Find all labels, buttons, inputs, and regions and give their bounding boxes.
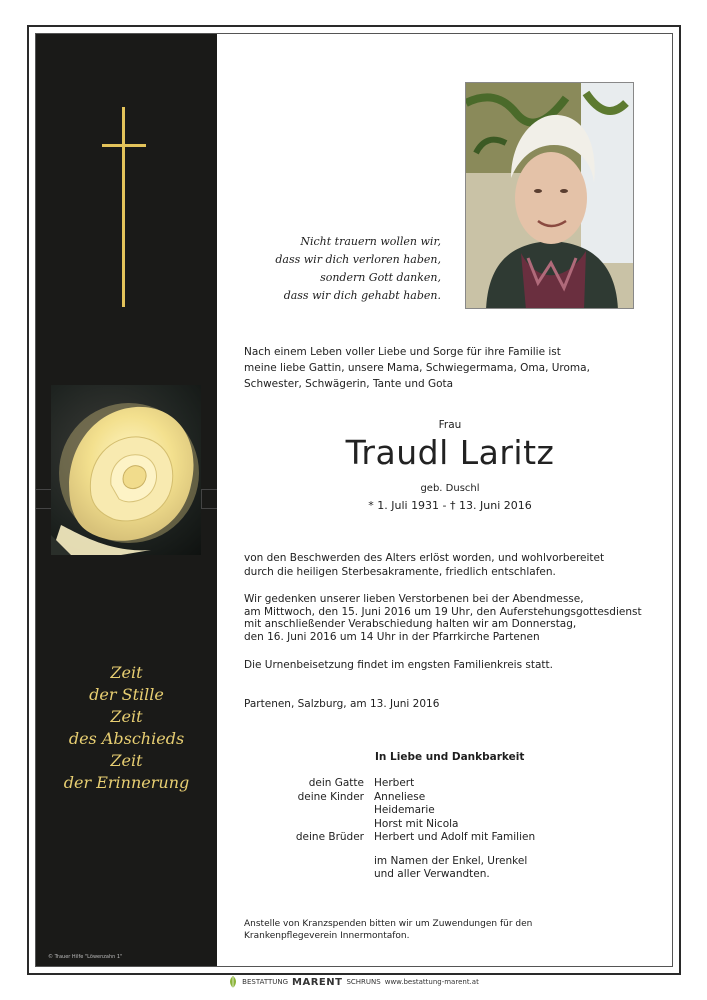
brand-town: SCHRUNS xyxy=(346,978,381,986)
service-line: den 16. Juni 2016 um 14 Uhr in der Pfarrkirche Partenen xyxy=(244,630,540,643)
poem-line: der Stille xyxy=(89,685,164,704)
mourner-role xyxy=(244,804,374,818)
mourner-role xyxy=(244,818,374,832)
intro-line: Schwester, Schwägerin, Tante und Gota xyxy=(244,378,454,390)
place-date: Partenen, Salzburg, am 13. Juni 2016 xyxy=(244,698,440,710)
passing-paragraph xyxy=(244,551,664,579)
mourner-row xyxy=(244,777,664,791)
service-paragraph xyxy=(244,593,664,643)
verse-line: Nicht trauern wollen wir, xyxy=(300,235,441,248)
mourner-names: und aller Verwandten. xyxy=(374,868,490,880)
photo-corner-left xyxy=(36,489,52,509)
intro-line: Nach einem Leben voller Liebe und Sorge für ihre Familie ist xyxy=(244,346,561,358)
sidebar xyxy=(36,34,217,966)
portrait-image xyxy=(466,83,634,309)
funeral-home-footer xyxy=(0,973,707,991)
closing-heading: In Liebe und Dankbarkeit xyxy=(375,751,525,763)
mourner-names: Heidemarie xyxy=(374,804,435,816)
life-dates: * 1. Juli 1931 - † 13. Juni 2016 xyxy=(368,499,532,512)
poem-line: der Erinnerung xyxy=(63,773,190,792)
mourner-role xyxy=(244,868,374,882)
birth-name: geb. Duschl xyxy=(420,483,480,494)
service-line: mit anschließender Verabschiedung halten wir am Donnerstag, xyxy=(244,618,577,630)
mourner-spacer xyxy=(244,845,664,855)
mourner-row xyxy=(244,855,664,869)
mourner-names: Horst mit Nicola xyxy=(374,817,459,830)
service-line: Wir gedenken unserer lieben Verstorbenen bei der Abendmesse, xyxy=(244,593,584,605)
verse-line: dass wir dich verloren haben, xyxy=(275,253,441,266)
poem-line: des Abschieds xyxy=(68,729,185,748)
copyright-note: © Trauer Hilfe "Löwenzahn 1" xyxy=(48,954,123,960)
mourner-role xyxy=(244,845,374,855)
donation-note xyxy=(244,918,554,942)
brand-prefix: BESTATTUNG xyxy=(242,978,289,986)
rose-photo xyxy=(51,385,201,555)
mourner-row xyxy=(244,831,664,845)
passing-line: von den Beschwerden des Alters erlöst worden, und wohlvorbereitet xyxy=(244,552,605,564)
mourner-names xyxy=(374,845,664,855)
poem-line: Zeit xyxy=(110,663,143,682)
brand-url[interactable]: www.bestattung-marent.at xyxy=(384,978,479,986)
portrait-photo xyxy=(465,82,634,309)
mourner-role: deine Brüder xyxy=(295,831,364,843)
urn-paragraph: Die Urnenbeisetzung findet im engsten Familienkreis statt. xyxy=(244,659,554,671)
intro-text xyxy=(244,344,614,392)
deceased-name: Traudl Laritz xyxy=(345,433,555,472)
mourner-role xyxy=(244,855,374,869)
intro-line: meine liebe Gattin, unsere Mama, Schwiegermama, Oma, Uroma, xyxy=(244,362,590,374)
cross-icon xyxy=(122,107,125,307)
rose-image xyxy=(51,385,201,555)
mourner-role: dein Gatte xyxy=(308,777,364,789)
brand-name: MARENT xyxy=(292,976,343,988)
mourner-row xyxy=(244,818,664,832)
verse-line: dass wir dich gehabt haben. xyxy=(283,289,441,302)
passing-line: durch die heiligen Sterbesakramente, friedlich entschlafen. xyxy=(244,566,556,578)
memorial-verse xyxy=(250,233,441,305)
mourner-names: im Namen der Enkel, Urenkel xyxy=(374,854,528,867)
photo-corner-right xyxy=(201,489,217,509)
service-line: am Mittwoch, den 15. Juni 2016 um 19 Uhr, den Auferstehungsgottesdienst xyxy=(244,605,642,618)
mourner-names: Herbert xyxy=(374,777,415,789)
mourner-names: Herbert und Adolf mit Familien xyxy=(374,831,536,843)
mourner-role: deine Kinder xyxy=(297,790,364,803)
mourner-row xyxy=(244,868,664,882)
donation-line: Anstelle von Kranzspenden bitten wir um Zuwendungen für den xyxy=(244,919,533,929)
mourner-row xyxy=(244,791,664,805)
leaf-logo-icon xyxy=(228,976,238,988)
sidebar-poem xyxy=(36,662,217,794)
salutation: Frau xyxy=(438,419,462,431)
poem-line: Zeit xyxy=(110,707,143,726)
donation-line: Krankenpflegeverein Innermontafon. xyxy=(244,931,410,941)
poem-line: Zeit xyxy=(110,751,143,770)
mourner-names: Anneliese xyxy=(374,790,426,803)
cross-icon-bar xyxy=(102,144,146,147)
mourners-list xyxy=(244,777,664,882)
verse-line: sondern Gott danken, xyxy=(320,271,441,284)
mourner-row xyxy=(244,804,664,818)
